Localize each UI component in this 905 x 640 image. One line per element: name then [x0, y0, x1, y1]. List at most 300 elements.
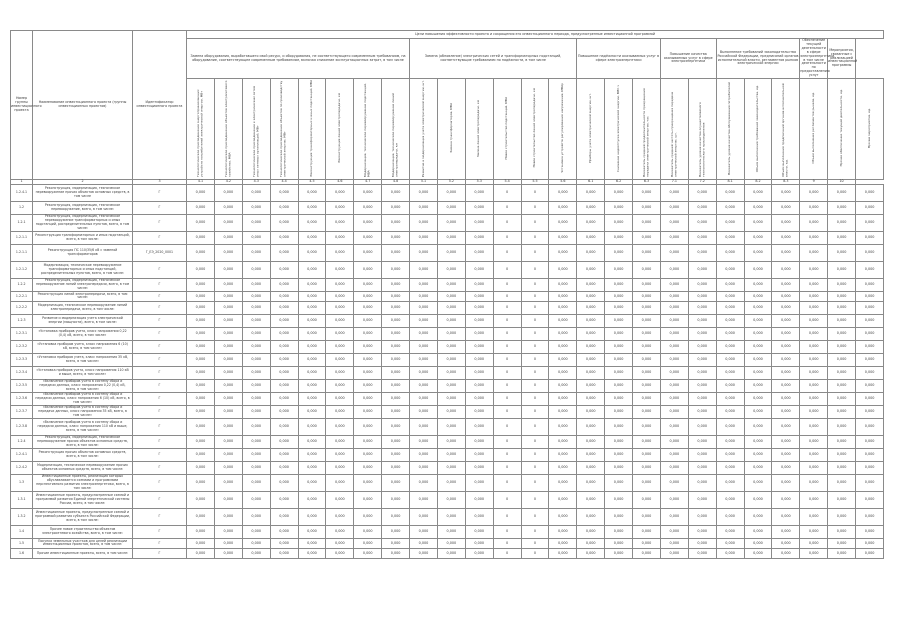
- row-number: 1.2.3.5: [11, 379, 33, 392]
- row-value: 0,000: [800, 435, 828, 448]
- row-number: 1.2.3.2: [11, 340, 33, 353]
- row-value: 0,000: [856, 201, 884, 214]
- row-value: 0,000: [465, 353, 493, 366]
- header-vertical-cell: [716, 79, 744, 180]
- column-number: 4.4: [270, 180, 298, 185]
- row-value: 0,000: [660, 201, 688, 214]
- row-value: 0,000: [856, 353, 884, 366]
- row-value: 0: [493, 491, 521, 508]
- row-value: 0: [493, 327, 521, 340]
- row-value: 0,000: [326, 314, 354, 327]
- row-value: 0,000: [214, 366, 242, 379]
- row-value: 0: [521, 366, 549, 379]
- row-value: 0,000: [242, 508, 270, 525]
- row-value: 0,000: [326, 379, 354, 392]
- row-value: 0,000: [688, 214, 716, 231]
- row-identifier: Г: [133, 379, 187, 392]
- row-value: 0,000: [270, 244, 298, 261]
- header-vertical-label: Технологическое присоединение к электрическим сетям иных сетевых организаций, МВт: [251, 86, 260, 178]
- row-value: 0,000: [800, 278, 828, 291]
- row-value: 0: [493, 538, 521, 548]
- row-value: 0,000: [800, 392, 828, 405]
- row-value: 0,000: [549, 314, 577, 327]
- row-value: 0,000: [744, 291, 772, 301]
- row-value: 0,000: [270, 353, 298, 366]
- row-number: 1.2.3.7: [11, 405, 33, 418]
- row-value: 0,000: [242, 366, 270, 379]
- row-value: 0,000: [354, 379, 382, 392]
- row-value: 0,000: [660, 366, 688, 379]
- row-value: 0,000: [242, 201, 270, 214]
- row-value: 0,000: [660, 314, 688, 327]
- row-value: 0,000: [326, 548, 354, 558]
- row-value: 0: [493, 366, 521, 379]
- row-value: 0,000: [716, 379, 744, 392]
- row-value: 0,000: [326, 405, 354, 418]
- table-row: [11, 435, 884, 448]
- header-vertical-label: Приборы учета электрической энергии, шт.: [587, 93, 592, 163]
- row-value: 0,000: [605, 392, 633, 405]
- row-value: 0,000: [688, 353, 716, 366]
- row-value: 0,000: [549, 327, 577, 340]
- row-value: 0,000: [800, 327, 828, 340]
- row-value: 0,000: [465, 278, 493, 291]
- row-value: 0,000: [326, 435, 354, 448]
- row-number: 1.2.4: [11, 435, 33, 448]
- row-value: 0,000: [437, 340, 465, 353]
- row-value: 0,000: [716, 353, 744, 366]
- row-value: 0,000: [270, 214, 298, 231]
- row-value: 0,000: [800, 405, 828, 418]
- row-identifier: Г: [133, 474, 187, 491]
- header-vertical-cell: [521, 79, 549, 180]
- row-value: 0: [493, 435, 521, 448]
- row-value: 0,000: [800, 366, 828, 379]
- row-name: Реконструкция, модернизация, техническое перевооружение трансформаторных и иных подстанций, распределительных пунктов, всего, в том числе:: [33, 214, 133, 231]
- row-name: Модернизация, техническое перевооружение трансформаторных и иных подстанций, распределительных пунктов, всего, в том числе:: [33, 261, 133, 278]
- row-value: 0,000: [605, 474, 633, 491]
- row-value: 0,000: [800, 314, 828, 327]
- row-value: 0,000: [605, 418, 633, 435]
- row-value: 0,000: [660, 214, 688, 231]
- row-value: 0,000: [633, 366, 661, 379]
- row-value: 0,000: [828, 244, 856, 261]
- row-value: 0,000: [605, 379, 633, 392]
- row-value: 0,000: [577, 353, 605, 366]
- row-value: 0,000: [382, 525, 410, 538]
- row-value: 0,000: [410, 340, 438, 353]
- row-value: 0,000: [270, 405, 298, 418]
- row-value: 0,000: [326, 474, 354, 491]
- row-value: 0,000: [577, 435, 605, 448]
- row-value: 0,000: [187, 340, 215, 353]
- row-value: 0,000: [298, 418, 326, 435]
- row-value: 0,000: [828, 327, 856, 340]
- row-value: 0,000: [214, 435, 242, 448]
- row-value: 0,000: [660, 301, 688, 314]
- row-value: 0,000: [465, 314, 493, 327]
- row-value: 0,000: [716, 278, 744, 291]
- row-value: 0,000: [187, 392, 215, 405]
- row-value: 0,000: [298, 278, 326, 291]
- row-value: 0,000: [828, 291, 856, 301]
- row-value: 0: [521, 291, 549, 301]
- row-value: 0,000: [187, 231, 215, 244]
- row-value: 0,000: [688, 278, 716, 291]
- row-name: Реконструкция ПС 110/35/6 кВ с заменой трансформаторов: [33, 244, 133, 261]
- row-value: 0,000: [744, 278, 772, 291]
- header-group: Мероприятия, связанные с реализацией инвестиционной программы: [828, 39, 856, 79]
- row-value: 0,000: [354, 418, 382, 435]
- row-value: 0,000: [354, 231, 382, 244]
- row-identifier: Г: [133, 461, 187, 474]
- row-value: 0,000: [716, 525, 744, 538]
- row-value: 0,000: [800, 418, 828, 435]
- row-value: 0,000: [437, 405, 465, 418]
- row-value: 0,000: [549, 353, 577, 366]
- row-value: 0,000: [828, 418, 856, 435]
- row-value: 0,000: [187, 491, 215, 508]
- row-name: Развитие и модернизация учета электрической энергии (мощности), всего, в том числе:: [33, 314, 133, 327]
- row-value: 0,000: [856, 405, 884, 418]
- row-value: 0,000: [660, 340, 688, 353]
- row-value: 0,000: [354, 474, 382, 491]
- row-value: 0,000: [688, 327, 716, 340]
- row-value: 0,000: [242, 301, 270, 314]
- row-value: 0,000: [410, 366, 438, 379]
- header-project-name: Наименование инвестиционного проекта (группы инвестиционных проектов): [33, 31, 133, 180]
- header-vertical-label: Снижение недоотпуска электрической энергии, МВт·ч: [615, 84, 620, 172]
- row-value: 0,000: [633, 525, 661, 538]
- column-number: 4.5: [298, 180, 326, 185]
- row-value: 0,000: [410, 525, 438, 538]
- row-value: 0,000: [382, 214, 410, 231]
- row-value: 0,000: [326, 327, 354, 340]
- row-value: 0,000: [326, 418, 354, 435]
- row-value: 0,000: [856, 538, 884, 548]
- table-row: [11, 448, 884, 461]
- row-value: 0,000: [298, 448, 326, 461]
- row-value: 0,000: [577, 392, 605, 405]
- row-value: 0,000: [716, 340, 744, 353]
- header-top-title: Цели повышения эффективности проекта и сокращения его инвестиционного периода, предусмотренные инвестиционной программой: [187, 31, 884, 39]
- row-value: 0,000: [549, 405, 577, 418]
- row-value: 0,000: [577, 405, 605, 418]
- row-value: 0,000: [856, 214, 884, 231]
- row-value: 0,000: [772, 340, 800, 353]
- row-value: 0,000: [270, 366, 298, 379]
- row-value: 0,000: [270, 418, 298, 435]
- row-name: «Включение приборов учета в систему сбора и передачи данных, класс напряжения 6 (10) кВ, всего, в том числе»: [33, 392, 133, 405]
- row-value: 0: [521, 538, 549, 548]
- header-group: Повышение качества оказываемых услуг в сфере электроэнергетики: [660, 39, 716, 79]
- row-value: 0,000: [577, 314, 605, 327]
- row-value: 0,000: [298, 379, 326, 392]
- row-value: 0,000: [270, 435, 298, 448]
- row-value: 0,000: [605, 214, 633, 231]
- row-value: 0,000: [549, 201, 577, 214]
- row-value: 0,000: [549, 291, 577, 301]
- row-number: 1.2.2.2: [11, 301, 33, 314]
- row-identifier: Г: [133, 405, 187, 418]
- row-value: 0,000: [187, 184, 215, 201]
- row-value: 0,000: [605, 278, 633, 291]
- row-value: 0,000: [577, 366, 605, 379]
- row-value: 0,000: [242, 278, 270, 291]
- row-value: 0,000: [800, 291, 828, 301]
- row-value: 0,000: [800, 231, 828, 244]
- row-value: 0,000: [660, 327, 688, 340]
- table-row: [11, 538, 884, 548]
- row-value: 0,000: [437, 525, 465, 538]
- row-value: 0,000: [744, 201, 772, 214]
- row-value: 0,000: [605, 231, 633, 244]
- row-value: 0,000: [772, 548, 800, 558]
- row-number: 1.2.3.4: [11, 366, 33, 379]
- row-value: 0,000: [549, 278, 577, 291]
- row-value: 0,000: [326, 448, 354, 461]
- row-value: 0: [521, 405, 549, 418]
- header-group: Замена оборудования, выработавшего свой ресурс, и оборудования, не соответствующего современным требованиям, на оборудование, соответствующее современным требованиям, включая снижение эксплуатационных затрат, в том числе: [187, 39, 410, 79]
- row-value: 0,000: [577, 340, 605, 353]
- row-value: 0,000: [382, 418, 410, 435]
- row-value: 0,000: [828, 538, 856, 548]
- row-value: 0,000: [744, 405, 772, 418]
- row-value: 0,000: [298, 405, 326, 418]
- row-value: 0,000: [270, 278, 298, 291]
- row-value: 0,000: [716, 366, 744, 379]
- row-value: 0,000: [688, 491, 716, 508]
- row-value: 0,000: [354, 435, 382, 448]
- row-name: Реконструкция, модернизация, техническое перевооружение прочих объектов основных средств, всего, в том числе:: [33, 435, 133, 448]
- row-value: 0,000: [354, 491, 382, 508]
- row-value: 0,000: [716, 214, 744, 231]
- row-value: 0,000: [242, 491, 270, 508]
- row-value: 0,000: [326, 508, 354, 525]
- row-value: 0,000: [214, 278, 242, 291]
- row-value: 0,000: [298, 314, 326, 327]
- row-value: 0,000: [856, 184, 884, 201]
- row-value: 0,000: [437, 278, 465, 291]
- row-value: 0: [493, 214, 521, 231]
- header-vertical-cell: [382, 79, 410, 180]
- row-value: 0,000: [326, 340, 354, 353]
- row-value: 0,000: [214, 448, 242, 461]
- row-value: 0,000: [688, 314, 716, 327]
- row-value: 0,000: [270, 301, 298, 314]
- row-value: 0: [493, 301, 521, 314]
- row-value: 0,000: [856, 340, 884, 353]
- row-value: 0,000: [605, 548, 633, 558]
- row-value: 0,000: [382, 340, 410, 353]
- row-identifier: Г_ЕЭ_2020_0001: [133, 244, 187, 261]
- row-name: Реконструкция, модернизация, техническое перевооружение прочих объектов основных средств, в том числе: [33, 184, 133, 201]
- row-value: 0,000: [605, 301, 633, 314]
- row-value: 0,000: [214, 301, 242, 314]
- row-value: 0,000: [270, 491, 298, 508]
- row-value: 0,000: [354, 261, 382, 278]
- row-value: 0,000: [270, 379, 298, 392]
- row-value: 0,000: [549, 508, 577, 525]
- row-value: 0,000: [382, 491, 410, 508]
- row-value: 0,000: [187, 508, 215, 525]
- row-value: 0,000: [688, 418, 716, 435]
- row-value: 0,000: [633, 461, 661, 474]
- row-value: 0,000: [382, 379, 410, 392]
- row-value: 0,000: [605, 461, 633, 474]
- row-value: 0,000: [772, 261, 800, 278]
- row-value: 0,000: [800, 379, 828, 392]
- row-value: 0: [493, 340, 521, 353]
- row-value: 0,000: [437, 327, 465, 340]
- row-identifier: Г: [133, 261, 187, 278]
- column-number: 4.8: [382, 180, 410, 185]
- row-value: 0,000: [465, 214, 493, 231]
- row-value: 0,000: [382, 184, 410, 201]
- row-value: 0,000: [214, 474, 242, 491]
- row-value: 0,000: [744, 301, 772, 314]
- row-value: 0,000: [577, 278, 605, 291]
- row-value: 0,000: [354, 244, 382, 261]
- row-value: 0,000: [856, 327, 884, 340]
- column-number: 5.2: [437, 180, 465, 185]
- row-value: 0,000: [410, 379, 438, 392]
- row-value: 0,000: [382, 291, 410, 301]
- row-value: 0,000: [856, 366, 884, 379]
- row-value: 0: [521, 353, 549, 366]
- row-value: 0,000: [856, 508, 884, 525]
- row-value: 0: [493, 508, 521, 525]
- row-value: 0,000: [326, 491, 354, 508]
- row-value: 0: [521, 491, 549, 508]
- row-value: 0,000: [688, 525, 716, 538]
- row-value: 0,000: [187, 418, 215, 435]
- row-value: 0,000: [688, 548, 716, 558]
- investment-table: [10, 30, 884, 559]
- row-value: 0,000: [772, 314, 800, 327]
- row-value: 0,000: [382, 474, 410, 491]
- row-value: 0,000: [410, 278, 438, 291]
- row-value: 0,000: [382, 392, 410, 405]
- row-value: 0,000: [549, 448, 577, 461]
- row-value: 0: [493, 474, 521, 491]
- row-value: 0,000: [716, 314, 744, 327]
- column-number: 6.2: [605, 180, 633, 185]
- row-value: 0,000: [214, 418, 242, 435]
- row-value: 0,000: [577, 491, 605, 508]
- header-vertical-cell: [270, 79, 298, 180]
- table-row: [11, 327, 884, 340]
- column-number: 10: [828, 180, 856, 185]
- row-value: 0,000: [270, 261, 298, 278]
- row-value: 0,000: [716, 392, 744, 405]
- row-name: Реконструкция линий электропередачи, всего, в том числе:: [33, 291, 133, 301]
- row-value: 0: [521, 418, 549, 435]
- row-value: 0,000: [326, 214, 354, 231]
- row-value: 0,000: [577, 538, 605, 548]
- row-value: 0,000: [270, 201, 298, 214]
- column-number: 3: [133, 180, 187, 185]
- row-value: 0: [493, 261, 521, 278]
- row-value: 0,000: [382, 314, 410, 327]
- row-value: 0,000: [716, 291, 744, 301]
- row-value: 0,000: [298, 435, 326, 448]
- row-value: 0,000: [187, 461, 215, 474]
- row-value: 0,000: [437, 448, 465, 461]
- row-identifier: Г: [133, 508, 187, 525]
- row-name: «Включение приборов учета в систему сбора и передачи данных, класс напряжения 110 кВ и выше, всего, в том числе»: [33, 418, 133, 435]
- row-value: 0,000: [437, 231, 465, 244]
- row-value: 0,000: [187, 405, 215, 418]
- row-value: 0,000: [187, 261, 215, 278]
- header-vertical-cell: [772, 79, 800, 180]
- header-vertical-cell: [633, 79, 661, 180]
- row-identifier: Г: [133, 184, 187, 201]
- row-value: 0,000: [828, 278, 856, 291]
- row-value: 0,000: [410, 327, 438, 340]
- header-vertical-cell: [660, 79, 688, 180]
- row-value: 0,000: [772, 448, 800, 461]
- row-value: 0,000: [660, 405, 688, 418]
- row-value: 0,000: [688, 435, 716, 448]
- row-value: 0,000: [465, 261, 493, 278]
- row-value: 0,000: [410, 244, 438, 261]
- row-value: 0,000: [187, 366, 215, 379]
- row-value: 0,000: [856, 491, 884, 508]
- row-value: 0,000: [354, 353, 382, 366]
- row-value: 0,000: [605, 448, 633, 461]
- row-value: 0,000: [270, 448, 298, 461]
- header-vertical-label: Развитие и модернизация учета электрической энергии, шт.: [420, 79, 425, 177]
- row-value: 0,000: [214, 340, 242, 353]
- row-value: 0,000: [744, 392, 772, 405]
- row-value: 0: [493, 244, 521, 261]
- column-number: 5.3: [465, 180, 493, 185]
- row-value: 0,000: [410, 538, 438, 548]
- row-value: 0,000: [298, 214, 326, 231]
- row-value: 0,000: [465, 525, 493, 538]
- row-identifier: Г: [133, 538, 187, 548]
- row-value: 0,000: [716, 548, 744, 558]
- row-value: 0,000: [187, 379, 215, 392]
- row-value: 0,000: [856, 244, 884, 261]
- row-value: 0,000: [465, 448, 493, 461]
- row-value: 0,000: [270, 461, 298, 474]
- row-value: 0,000: [354, 184, 382, 201]
- row-value: 0,000: [688, 301, 716, 314]
- row-value: 0,000: [605, 244, 633, 261]
- header-vertical-label: Технологическое присоединение объектов по производству электрической энергии, МВт: [279, 80, 288, 178]
- row-value: 0,000: [605, 435, 633, 448]
- column-number: 4.2: [214, 180, 242, 185]
- row-value: 0,000: [577, 508, 605, 525]
- table-row: [11, 474, 884, 491]
- row-value: 0,000: [633, 508, 661, 525]
- row-value: 0,000: [577, 231, 605, 244]
- row-number: 1.2.2: [11, 278, 33, 291]
- row-value: 0,000: [298, 301, 326, 314]
- header-vertical-label: Прочие мероприятия, ед.: [866, 107, 871, 149]
- row-value: 0,000: [800, 353, 828, 366]
- row-value: 0,000: [605, 538, 633, 548]
- row-value: 0,000: [242, 379, 270, 392]
- row-value: 0,000: [577, 379, 605, 392]
- row-name: Реконструкция трансформаторных и иных подстанций, всего, в том числе:: [33, 231, 133, 244]
- row-value: 0,000: [856, 301, 884, 314]
- row-value: 0,000: [437, 301, 465, 314]
- row-value: 0,000: [856, 278, 884, 291]
- row-value: 0,000: [744, 435, 772, 448]
